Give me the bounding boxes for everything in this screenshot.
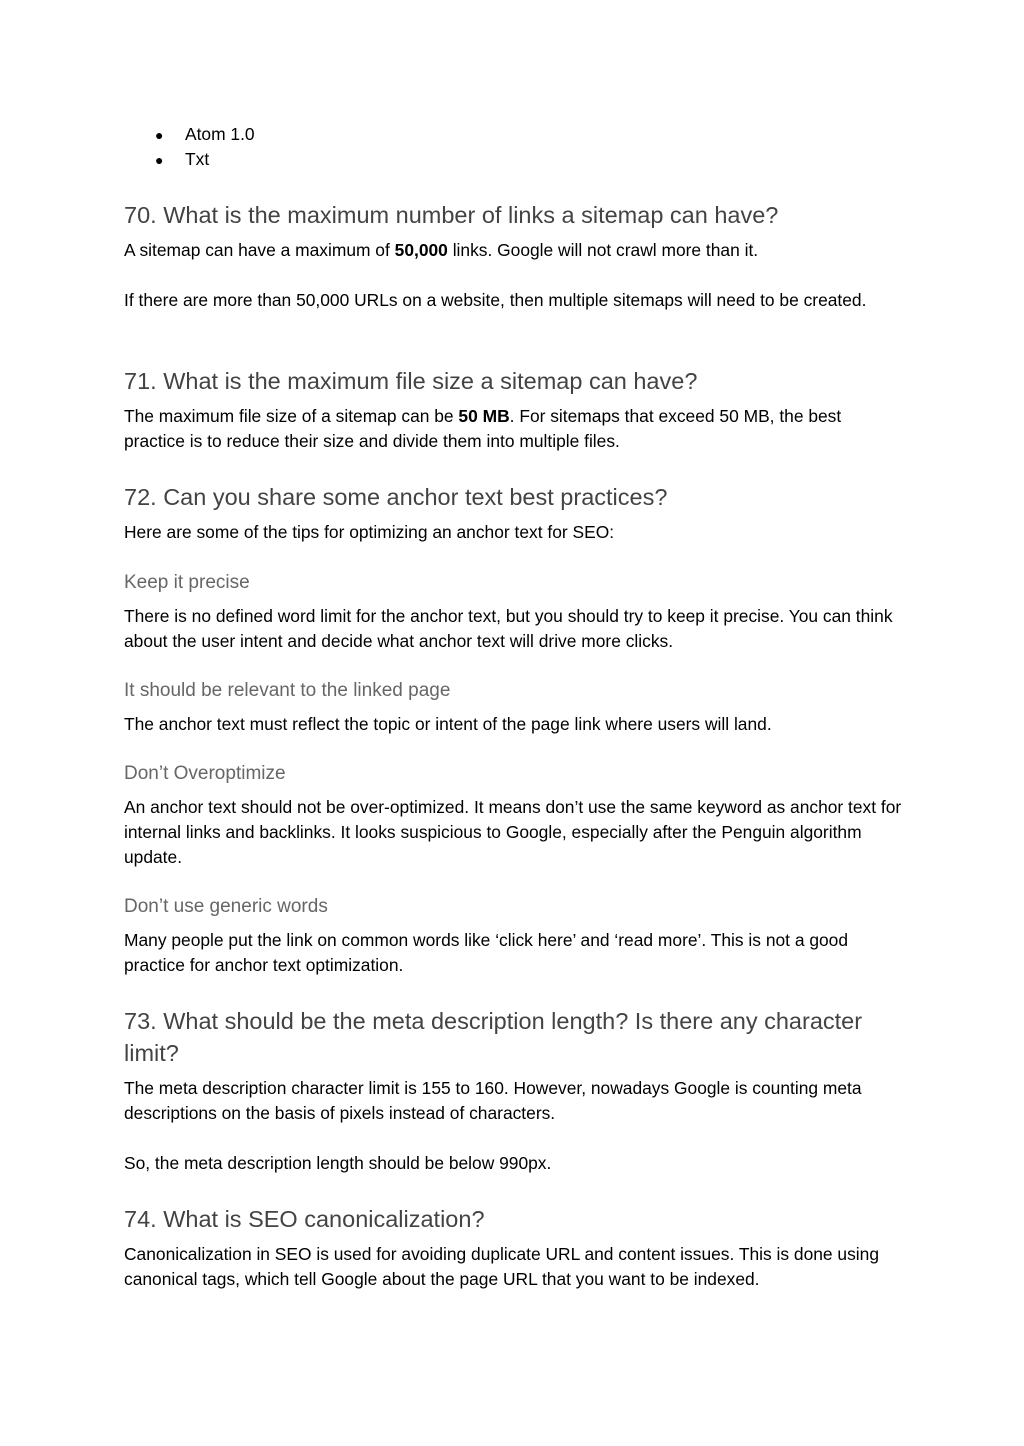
- paragraph: The anchor text must reflect the topic or intent of the page link where users will land.: [124, 714, 772, 734]
- paragraph: The maximum file size of a sitemap can be 50 MB. For sitemaps that exceed 50 MB, the best practice is to reduce their size and divide them into multiple files.: [124, 406, 842, 451]
- paragraph: If there are more than 50,000 URLs on a website, then multiple sitemaps will need to be created.: [124, 290, 867, 310]
- heading-q70: 70. What is the maximum number of links a sitemap can have?: [124, 202, 779, 228]
- paragraph: Here are some of the tips for optimizing an anchor text for SEO:: [124, 522, 615, 542]
- subheading: Don’t use generic words: [124, 896, 328, 917]
- subheading: Keep it precise: [124, 572, 250, 593]
- list-item-text: Txt: [185, 149, 210, 169]
- subheading: It should be relevant to the linked page: [124, 680, 451, 701]
- subheading: Don’t Overoptimize: [124, 763, 286, 784]
- paragraph: There is no defined word limit for the anchor text, but you should try to keep it precise. You can think about the user intent and decide what anchor text will drive more clicks.: [124, 606, 893, 651]
- bullet-icon: ●: [155, 127, 164, 143]
- paragraph: Many people put the link on common words like ‘click here’ and ‘read more’. This is not a good practice for anchor text optimization.: [124, 930, 849, 975]
- paragraph: A sitemap can have a maximum of 50,000 links. Google will not crawl more than it.: [124, 240, 759, 260]
- list-item-text: Atom 1.0: [185, 124, 255, 144]
- paragraph: Canonicalization in SEO is used for avoiding duplicate URL and content issues. This is done using canonical tags, which tell Google about the page URL that you want to be indexed.: [124, 1244, 879, 1289]
- heading-q72: 72. Can you share some anchor text best practices?: [124, 484, 668, 510]
- heading-q71: 71. What is the maximum file size a sitemap can have?: [124, 368, 698, 394]
- paragraph: So, the meta description length should be below 990px.: [124, 1153, 552, 1173]
- paragraph: The meta description character limit is 155 to 160. However, nowadays Google is counting meta descriptions on the basis of pixels instead of characters.: [124, 1078, 862, 1123]
- bullet-icon: ●: [155, 152, 164, 168]
- heading-q74: 74. What is SEO canonicalization?: [124, 1206, 485, 1232]
- list-item: [155, 122, 255, 148]
- list-item: [155, 147, 209, 173]
- heading-q73: 73. What should be the meta description length? Is there any character limit?: [124, 1008, 863, 1066]
- paragraph: An anchor text should not be over-optimized. It means don’t use the same keyword as anchor text for internal links and backlinks. It looks suspicious to Google, especially after the Penguin algorithm update.: [124, 797, 902, 867]
